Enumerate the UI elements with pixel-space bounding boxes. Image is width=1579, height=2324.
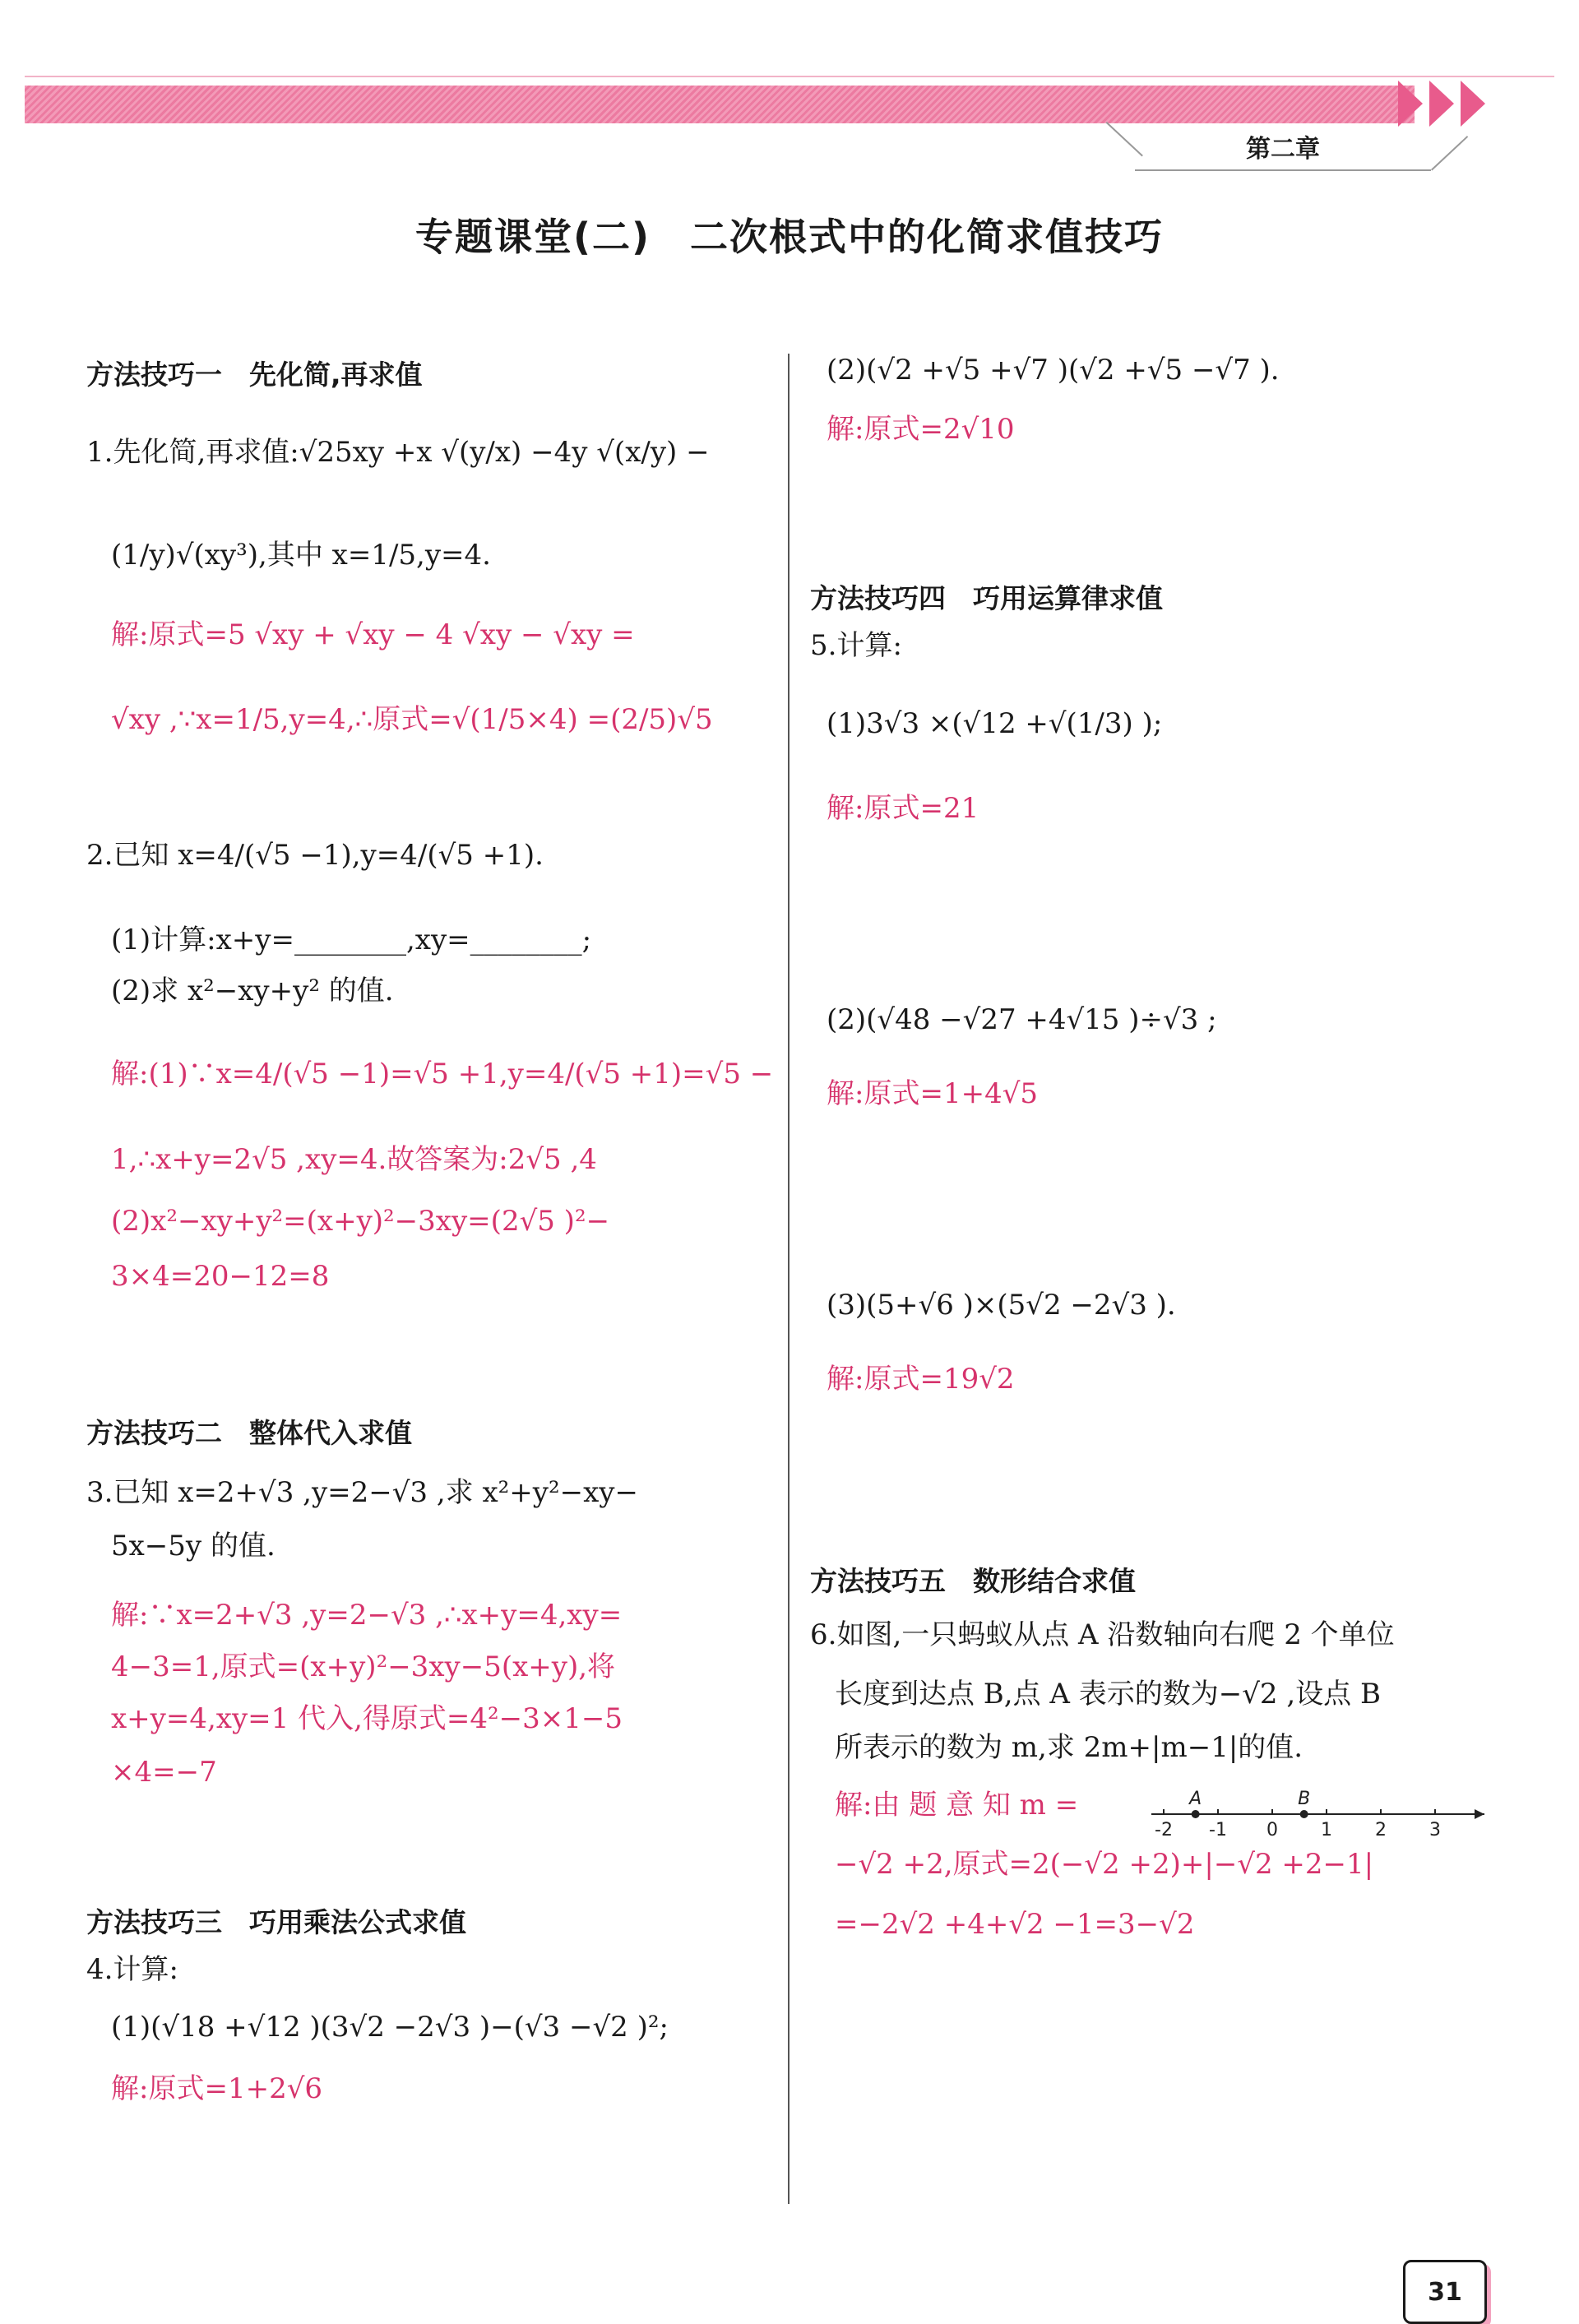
tick-label: 0 [1266,1820,1278,1840]
answer-line: (2)x²−xy+y²=(x+y)²−3xy=(2√5 )²− [111,1205,610,1238]
tick-label: -1 [1209,1820,1227,1840]
answer-line: 1,∴x+y=2√5 ,xy=4.故答案为:2√5 ,4 [111,1143,597,1176]
point-label: A [1189,1789,1202,1809]
chevron-right-icon [1429,81,1454,127]
question-line: 5x−5y 的值. [111,1530,276,1562]
point-marker [1300,1810,1308,1818]
question-line: 1.先化简,再求值:√25xy +x √(y/x) −4y √(x/y) − [86,436,710,469]
section-heading: 方法技巧五 数形结合求值 [810,1565,1136,1597]
answer-line: 解:原式=21 [827,792,979,825]
question-line: (1)(√18 +√12 )(3√2 −2√3 )−(√3 −√2 )²; [111,2011,669,2044]
section-heading: 方法技巧四 巧用运算律求值 [810,582,1163,614]
tick-label: 3 [1429,1820,1441,1840]
chevron-right-icon [1398,81,1423,127]
section-heading: 方法技巧二 整体代入求值 [86,1417,412,1449]
section-heading: 方法技巧三 巧用乘法公式求值 [86,1906,466,1938]
chapter-tab-edge [1431,136,1468,170]
answer-line: 解:原式=19√2 [827,1363,1015,1396]
answer-line: =−2√2 +4+√2 −1=3−√2 [835,1908,1195,1941]
header-rule [25,76,1554,77]
answer-line: 解:原式=1+4√5 [827,1077,1038,1110]
answer-line: 3×4=20−12=8 [111,1260,330,1293]
question-line: 2.已知 x=4/(√5 −1),y=4/(√5 +1). [86,839,544,872]
question-line: 所表示的数为 m,求 2m+|m−1|的值. [835,1731,1303,1764]
answer-line: 解:原式=2√10 [827,413,1015,446]
question-line: 6.如图,一只蚂蚁从点 A 沿数轴向右爬 2 个单位 [810,1618,1395,1651]
question-line: (3)(5+√6 )×(5√2 −2√3 ). [827,1289,1176,1322]
point-label: B [1298,1789,1311,1809]
question-line: (2)(√2 +√5 +√7 )(√2 +√5 −√7 ). [827,354,1280,387]
answer-line: 解:∵x=2+√3 ,y=2−√3 ,∴x+y=4,xy= [111,1599,623,1632]
chevron-right-icon [1461,81,1485,127]
question-line: (1/y)√(xy³),其中 x=1/5,y=4. [111,539,491,572]
answer-line: 解:原式=5 √xy + √xy − 4 √xy − √xy = [111,618,635,651]
question-line: (2)求 x²−xy+y² 的值. [111,975,394,1007]
answer-line: x+y=4,xy=1 代入,得原式=4²−3×1−5 [111,1702,623,1735]
tick-label: 1 [1321,1820,1332,1840]
answer-line: √xy ,∵x=1/5,y=4,∴原式=√(1/5×4) =(2/5)√5 [111,703,713,736]
question-line: (2)(√48 −√27 +4√15 )÷√3 ; [827,1003,1217,1036]
answer-line: 解:(1)∵x=4/(√5 −1)=√5 +1,y=4/(√5 +1)=√5 − [111,1058,774,1090]
column-divider [788,354,790,2204]
number-line-figure [1147,1783,1493,1840]
answer-line: 解:由 题 意 知 m = [835,1789,1079,1822]
point-marker [1192,1810,1200,1818]
section-heading: 方法技巧一 先化简,再求值 [86,359,423,391]
question-line: 5.计算: [810,629,902,662]
question-line: (1)3√3 ×(√12 +√(1/3) ); [827,707,1163,740]
axis-arrow-icon [1475,1809,1484,1819]
answer-line: 解:原式=1+2√6 [111,2072,322,2105]
answer-line: 4−3=1,原式=(x+y)²−3xy−5(x+y),将 [111,1650,616,1683]
page-title: 专题课堂(二) 二次根式中的化简求值技巧 [414,215,1165,259]
question-line: 长度到达点 B,点 A 表示的数为−√2 ,设点 B [835,1678,1381,1711]
question-line: 3.已知 x=2+√3 ,y=2−√3 ,求 x²+y²−xy− [86,1476,638,1509]
page-number: 31 [1403,2260,1487,2324]
tick-label: 2 [1375,1820,1387,1840]
question-line: (1)计算:x+y=________,xy=________; [111,924,592,956]
chapter-label: 第二章 [1135,123,1431,171]
question-line: 4.计算: [86,1953,178,1986]
header-band [25,86,1415,123]
tick-label: -2 [1155,1820,1173,1840]
answer-line: −√2 +2,原式=2(−√2 +2)+|−√2 +2−1| [835,1848,1374,1881]
answer-line: ×4=−7 [111,1756,217,1789]
